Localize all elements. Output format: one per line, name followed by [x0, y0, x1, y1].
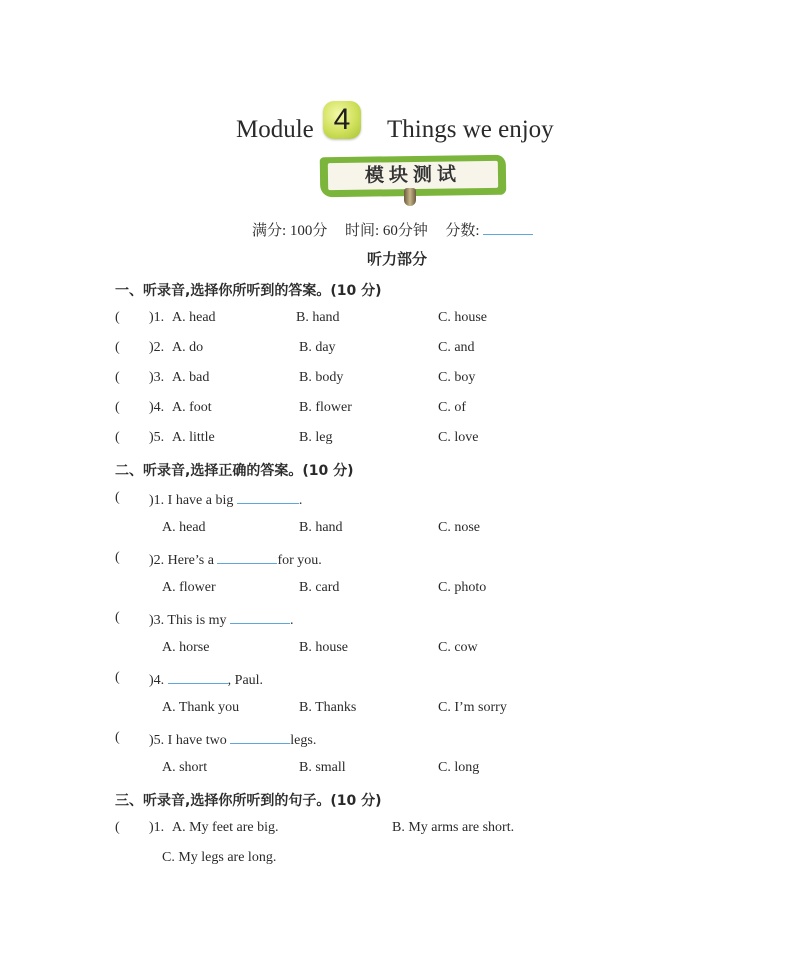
module-number: 4: [333, 103, 351, 136]
full-score-value: 100分: [289, 223, 328, 239]
fill-blank[interactable]: [230, 730, 290, 744]
question-number: )4.: [149, 673, 165, 688]
fill-blank[interactable]: [217, 550, 277, 564]
full-score-label: 满分:: [252, 223, 287, 239]
option-c: C. cow: [438, 640, 478, 655]
question-number: )5.: [149, 430, 165, 445]
option-b: B. Thanks: [299, 700, 357, 715]
question-number: )3.: [149, 613, 165, 628]
title-module: Module: [236, 116, 314, 143]
stem-text: .: [298, 493, 303, 508]
option-b: B. house: [299, 640, 348, 655]
question-number: )1.: [149, 493, 165, 508]
score-line: [252, 219, 533, 240]
answer-paren[interactable]: (: [115, 610, 120, 625]
answer-paren[interactable]: (: [115, 550, 120, 565]
section-3-heading: 三、听录音,选择你所听到的句子。(10 分): [115, 793, 382, 809]
option-b: B. flower: [299, 400, 352, 415]
question-stem: [149, 730, 316, 749]
answer-paren[interactable]: (: [115, 670, 120, 685]
time-label: 时间:: [344, 223, 380, 239]
option-b: B. My arms are short.: [392, 820, 515, 835]
answer-paren[interactable]: (: [115, 340, 120, 355]
option-a: A. flower: [162, 580, 216, 595]
option-c: C. My legs are long.: [162, 850, 277, 865]
fill-blank[interactable]: [230, 610, 290, 624]
answer-paren[interactable]: (: [115, 370, 120, 385]
question-number: )4.: [149, 400, 165, 415]
stem-text: for you.: [277, 553, 322, 568]
option-c: C. and: [438, 340, 475, 355]
question-number: )1.: [149, 310, 165, 325]
score-blank[interactable]: [483, 221, 533, 235]
answer-paren[interactable]: (: [115, 490, 120, 505]
question-stem: [149, 550, 322, 569]
option-a: A. My feet are big.: [172, 820, 279, 835]
option-c: C. house: [438, 310, 487, 325]
question-stem: [149, 670, 263, 689]
question-number: )3.: [149, 370, 165, 385]
option-a: A. do: [172, 340, 204, 355]
option-c: C. long: [438, 760, 480, 775]
stem-text: I have a big: [167, 493, 234, 508]
banner-text: 模块测试: [364, 163, 462, 187]
option-c: C. of: [438, 400, 466, 415]
option-a: A. head: [162, 520, 206, 535]
question-number: )2.: [149, 340, 165, 355]
fill-blank[interactable]: [168, 670, 228, 684]
question-number: )1.: [149, 820, 165, 835]
option-c: C. nose: [438, 520, 480, 535]
part-heading: 听力部分: [366, 252, 427, 268]
stem-text: I have two: [167, 733, 227, 748]
option-b: B. leg: [299, 430, 333, 445]
option-b: B. small: [299, 760, 346, 775]
option-a: A. head: [172, 310, 216, 325]
stem-text: Here’s a: [167, 553, 214, 568]
option-c: C. I’m sorry: [438, 700, 507, 715]
option-b: B. hand: [299, 520, 343, 535]
option-a: A. horse: [162, 640, 210, 655]
answer-paren[interactable]: (: [115, 400, 120, 415]
question-number: )5.: [149, 733, 165, 748]
option-b: B. hand: [296, 310, 340, 325]
stem-text: This is my: [167, 613, 227, 628]
module-number-badge: [323, 101, 361, 139]
option-a: A. little: [172, 430, 215, 445]
answer-paren[interactable]: (: [115, 310, 120, 325]
option-a: A. short: [162, 760, 208, 775]
option-b: B. card: [299, 580, 340, 595]
option-b: B. day: [299, 340, 336, 355]
question-stem: [149, 490, 302, 509]
stem-text: .: [290, 613, 294, 628]
answer-paren[interactable]: (: [115, 730, 120, 745]
question-number: )2.: [149, 553, 165, 568]
time-value: 60分钟: [382, 223, 428, 239]
title-topic: Things we enjoy: [387, 116, 554, 143]
option-c: C. love: [438, 430, 479, 445]
section-2-heading: 二、听录音,选择正确的答案。(10 分): [115, 463, 354, 479]
option-a: A. foot: [172, 400, 212, 415]
answer-paren[interactable]: (: [115, 820, 120, 835]
fill-blank[interactable]: [237, 490, 299, 504]
option-a: A. Thank you: [162, 700, 240, 715]
score-label: 分数:: [445, 223, 480, 239]
answer-paren[interactable]: (: [115, 430, 120, 445]
stem-text: legs.: [290, 733, 317, 748]
stem-text: , Paul.: [227, 673, 264, 688]
question-stem: [149, 610, 294, 629]
section-1-heading: 一、听录音,选择你所听到的答案。(10 分): [115, 283, 382, 299]
option-b: B. body: [299, 370, 344, 385]
option-a: A. bad: [172, 370, 210, 385]
banner-pin-icon: [404, 188, 416, 206]
option-c: C. boy: [438, 370, 476, 385]
option-c: C. photo: [438, 580, 487, 595]
